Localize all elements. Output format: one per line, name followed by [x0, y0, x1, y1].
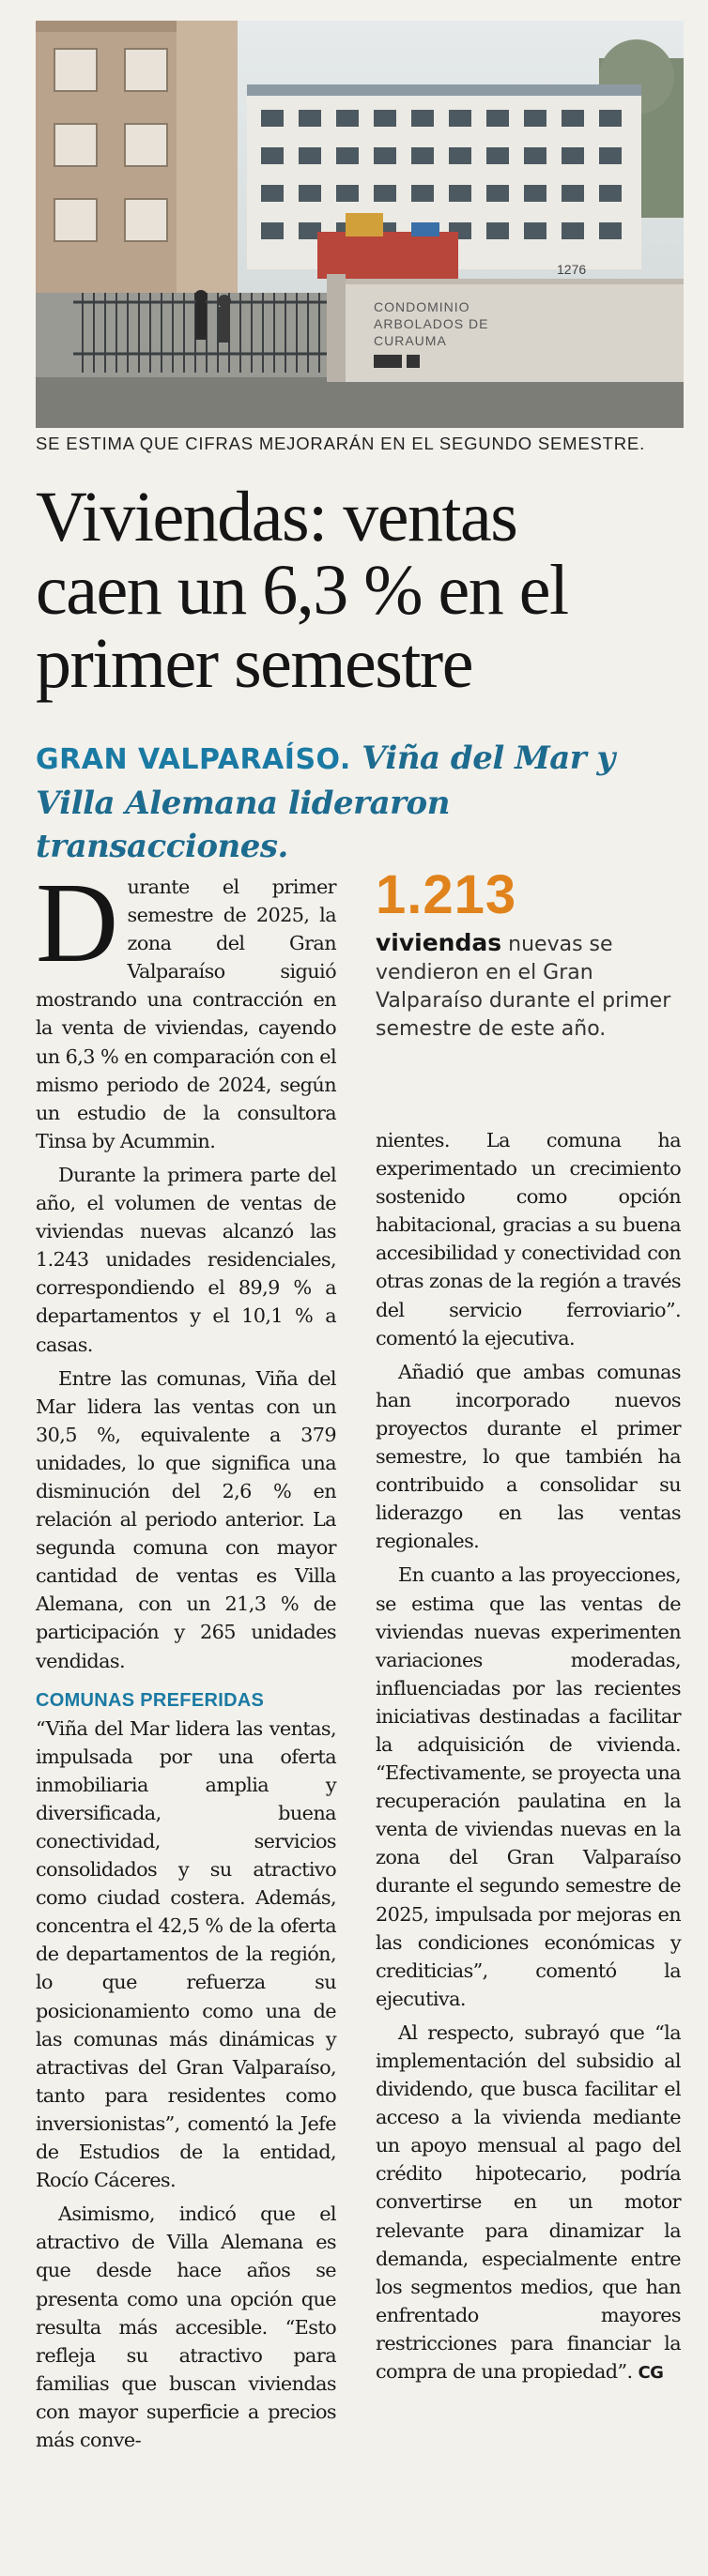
photo-caption: SE ESTIMA QUE CIFRAS MEJORARÁN EN EL SEGUNDO SEMESTRE.	[36, 434, 646, 453]
headline-line: primer semestre	[36, 624, 472, 703]
article-paragraph: nientes. La comuna ha experimentado un crecimiento sostenido como opción habitacional, gracias a su buena accesibilidad y conectividad con otras zonas de la región a través del servicio ferroviario”. comentó la ejecutiva.	[376, 1129, 681, 1349]
stat-highlight	[376, 864, 685, 1044]
article-paragraph: Durante la primera parte del año, el volumen de ventas de viviendas nuevas alcanzó las 1.243 unidades residenciales, correspondiendo el 89,9 % a departamentos y el 10,1 % a casas.	[36, 1163, 336, 1356]
article-paragraph: Entre las comunas, Viña del Mar lidera las ventas con un 30,5 %, equivalente a 379 unidades, lo que significa una disminución del 2,6 % en relación al periodo anterior. La segunda comuna con mayor cantidad de ventas es Villa Alemana, con un 21,3 % de participación y 265 unidades vendidas.	[36, 1366, 336, 1672]
article-paragraph: En cuanto a las proyecciones, se estima que las ventas de viviendas nuevas experimenten variaciones moderadas, influenciadas por las recientes iniciativas destinadas a facilitar la adquisición de vivienda. “Efectivamente, se proyecta una recuperación paulatina en la venta de viviendas nuevas en la zona del Gran Valparaíso durante el segundo semestre de 2025, impulsada por mejoras en las condiciones económicas y crediticias”, comentó la ejecutiva.	[376, 1563, 681, 2010]
drop-cap: D	[36, 860, 118, 986]
article-paragraph: “Viña del Mar lidera las ventas, impulsada por una oferta inmobiliaria amplia y diversificada, buena conectividad, servicios consolidados y su atractivo como ciudad costera. Además, concentra el 42,5 % de la oferta de departamentos de la región, lo que refuerza su posicionamiento como una de las comunas más dinámicas y atractivas del Gran Valparaíso, tanto para residentes como inversionistas”, comentó la Jefe de Estudios de la entidad, Rocío Cáceres.	[36, 1716, 336, 2192]
article-column-left	[36, 860, 336, 2460]
deck-text: Viña del Mar y Villa Alemana lideraron transacciones.	[36, 739, 615, 865]
article-photo	[36, 21, 684, 428]
article-column-right	[376, 1126, 681, 2393]
stat-text: viviendas nuevas se vendieron en el Gran Valparaíso durante el primer semestre de este año.	[376, 929, 671, 1041]
headline-line: caen un 6,3 % en el	[36, 551, 568, 630]
headline	[36, 478, 693, 703]
end-mark-icon: CG	[638, 2363, 664, 2384]
article-paragraph: Asimismo, indicó que el atractivo de Villa Alemana es que desde hace años se presenta como una opción que resulta más accesible. “Esto refleja su atractivo para familias que buscan viviendas con mayor superficie a precios más conve-	[36, 2203, 336, 2451]
headline-line: Viviendas: ventas	[36, 478, 517, 556]
condominium-photo-illustration	[36, 21, 684, 428]
deck-kicker: GRAN VALPARAÍSO.	[36, 743, 351, 776]
sign-line: CONDOMINIO	[374, 299, 470, 314]
article-paragraph: Añadió que ambas comunas han incorporado nuevos proyectos durante el primer semestre, lo que también ha contribuido a consolidar su liderazgo en las ventas regionales.	[376, 1360, 681, 1553]
sign-number: 1276	[557, 262, 587, 277]
section-subhead: COMUNAS PREFERIDAS	[36, 1689, 265, 1711]
stat-number: 1.213	[376, 864, 517, 925]
sign-line: CURAUMA	[374, 333, 447, 348]
article-paragraph: Durante el primer semestre de 2025, la zona del Gran Valparaíso siguió mostrando una contracción en la venta de viviendas, cayendo un 6,3 % en comparación con el mismo periodo de 2024, según un estudio de la consultora Tinsa by Acummin.	[36, 860, 336, 1152]
article-paragraph: Al respecto, subrayó que “la implementación del subsidio al dividendo, que busca facilitar el acceso a la vivienda mediante un apoyo mensual al pago del crédito hipotecario, podría convertirse en un motor relevante para dinamizar la demanda, especialmente entre los segmentos medios, que han enfrentado mayores restricciones para financiar la compra de una propiedad”. CG	[376, 2020, 681, 2384]
deck	[36, 737, 684, 868]
sign-line: ARBOLADOS DE	[374, 316, 489, 331]
